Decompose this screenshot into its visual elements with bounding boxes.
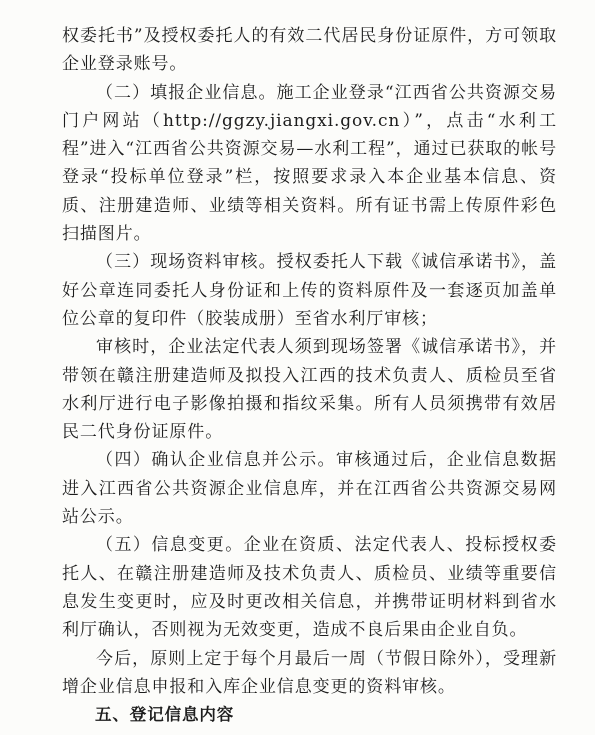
section-heading: 五、登记信息内容 bbox=[95, 705, 235, 725]
paragraph-confirm-publicize: （四）确认企业信息并公示。审核通过后，企业信息数据进入江西省公共资源企业信息库，并在江西省公共资源交易网站公示。 bbox=[62, 450, 557, 528]
document-body bbox=[62, 22, 557, 729]
paragraph-review-process: 审核时，企业法定代表人须到现场签署《诚信承诺书》，并带领在赣注册建造师及拟投入江西的技术负责人、质检员至省水利厅进行电子影像拍摄和指纹采集。所有人员须携带有效居民二代身份证原件。 bbox=[62, 337, 557, 443]
paragraph-onsite-review: （三）现场资料审核。授权委托人下载《诚信承诺书》，盖好公章连同委托人身份证和上传的资料原件及一套逐页加盖单位公章的复印件（胶装成册）至省水利厅审核； bbox=[62, 252, 557, 329]
paragraph-fill-info: （二）填报企业信息。施工企业登录“江西省公共资源交易门户网站（http://ggzy.jiangxi.gov.cn）”，点击“水利工程”进入“江西省公共资源交易—水利工程”，通过已获取的帐号登录“投标单位登录”栏，按照要求录入本企业基本信息、资质、注册建造师、业绩等相关资料。所有证书需上传原件彩色扫描图片。 bbox=[62, 82, 557, 245]
paragraph-continuation: 权委托书”及授权委托人的有效二代居民身份证原件，方可领取企业登录账号。 bbox=[62, 26, 557, 75]
paragraph-schedule: 今后，原则上定于每个月最后一周（节假日除外），受理新增企业信息申报和入库企业信息变更的资料审核。 bbox=[62, 648, 557, 697]
paragraph-info-change: （五）信息变更。企业在资质、法定代表人、投标授权委托人、在赣注册建造师及技术负责人、质检员、业绩等重要信息发生变更时，应及时更改相关信息，并携带证明材料到省水利厅确认，否则视为无效变更，造成不良后果由企业自负。 bbox=[62, 535, 557, 641]
